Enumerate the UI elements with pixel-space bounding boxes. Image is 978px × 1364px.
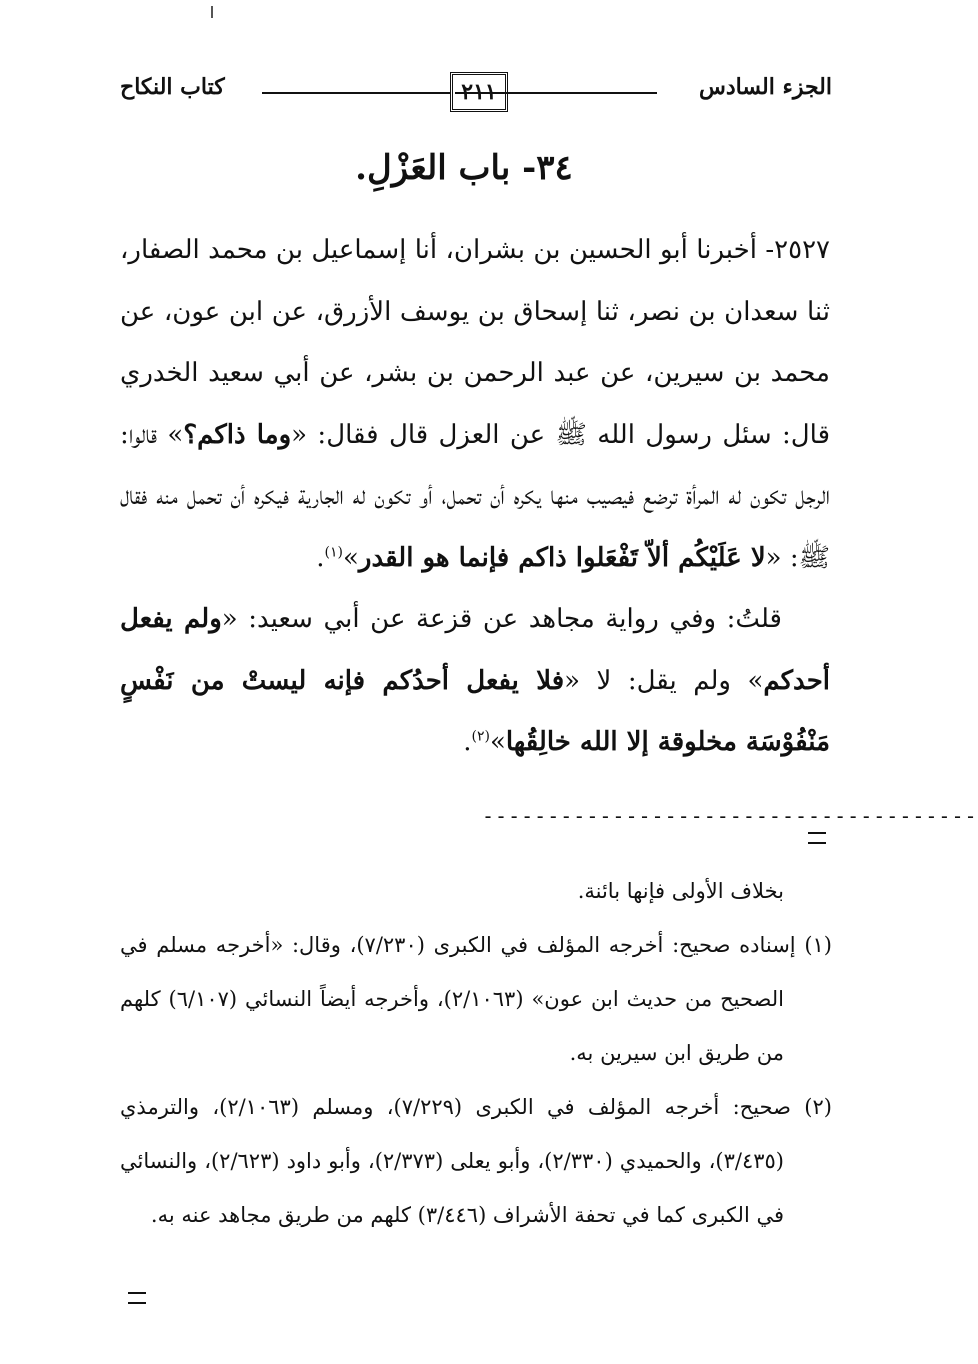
prophet-quote: وما ذاكم؟	[183, 419, 292, 450]
footnote-text: إسناده صحيح: أخرجه المؤلف في الكبرى (٧/٢٣٠)، وقال: «أخرجه مسلم في الصحيح من حديث ابن عون» (٢/١٠٦٣)، وأخرجه أيضاً النسائي (٦/١٠٧) كلهم من طريق ابن سيرين به.	[120, 933, 796, 1065]
text-run: » ولم يقل: لا «	[564, 665, 764, 696]
author-note-paragraph	[120, 589, 830, 774]
footnote-1	[120, 918, 832, 1080]
footnotes	[120, 864, 832, 1242]
footnote-separator: --------------------------------------	[482, 804, 978, 828]
text-run: قلتُ: وفي رواية مجاهد عن قزعة عن أبي سعيد: «	[221, 604, 782, 634]
scan-mark	[211, 6, 213, 18]
text-run: »	[489, 727, 506, 757]
text-run: ٢٥٢٧- أخبرنا أبو الحسين بن بشران، أنا إسماعيل بن محمد الصفار، ثنا سعدان بن نصر، ثنا إسحاق بن يوسف الأزرق، عن ابن عون، عن محمد بن سيرين، عن عبد الرحمن بن بشر، عن أبي سعيد الخدري قال: سئل رسول الله ﷺ عن العزل قال فقال: «	[120, 235, 831, 450]
hadith-paragraph	[120, 220, 830, 589]
page-number: ٢١١	[450, 72, 508, 112]
continuation-mark	[128, 1292, 146, 1304]
text-run: .	[463, 727, 472, 757]
footnote-number: (١)	[804, 933, 832, 957]
text-run: » قالوا: الرجل تكون له المرأة ترضع فيصيب منها يكره أن تحمل، أو تكون له الجارية فيكره أن تحمل منه فقال ﷺ: «	[120, 419, 830, 573]
footnote-text: صحيح: أخرجه المؤلف في الكبرى (٧/٢٢٩)، ومسلم (٢/١٠٦٣)، والترمذي (٣/٤٣٥)، والحميدي (٢/٣٣٠)، وأبو يعلى (٢/٣٧٣)، وأبو داود (٢/٦٢٣)، والنسائي في الكبرى كما في تحفة الأشراف (٣/٤٤٦) كلهم من طريق مجاهد عنه به.	[120, 1095, 791, 1227]
footnote-continuation: بخلاف الأولى فإنها بائنة.	[577, 879, 784, 903]
text-run: »	[343, 542, 359, 573]
running-header	[120, 68, 832, 126]
text-run: .	[316, 542, 325, 573]
prophet-quote: ولم يفعل أحدكم	[120, 604, 830, 696]
footnote-2	[120, 1080, 832, 1242]
footnote-number: (٢)	[804, 1095, 832, 1119]
hadith-body	[120, 220, 830, 774]
header-rule	[262, 92, 450, 94]
footnote-ref: (١)	[324, 543, 343, 560]
footnote-ref: (٢)	[471, 728, 490, 745]
header-part-label: الجزء السادس	[699, 74, 832, 100]
chapter-title: ٣٤- باب العَزْلِ.	[355, 148, 573, 188]
prophet-quote: فلا يفعل أحدُكم فإنه ليستْ من نَفْسٍ مَنْفُوْسَة مخلوقة إلا الله خالِقُها	[120, 665, 830, 757]
header-book-label: كتاب النكاح	[120, 74, 225, 100]
continuation-mark	[808, 832, 826, 844]
prophet-quote: لا عَلَيْكُم ألاّ تَفْعَلوا ذاكم فإنما هو القدر	[358, 542, 766, 573]
